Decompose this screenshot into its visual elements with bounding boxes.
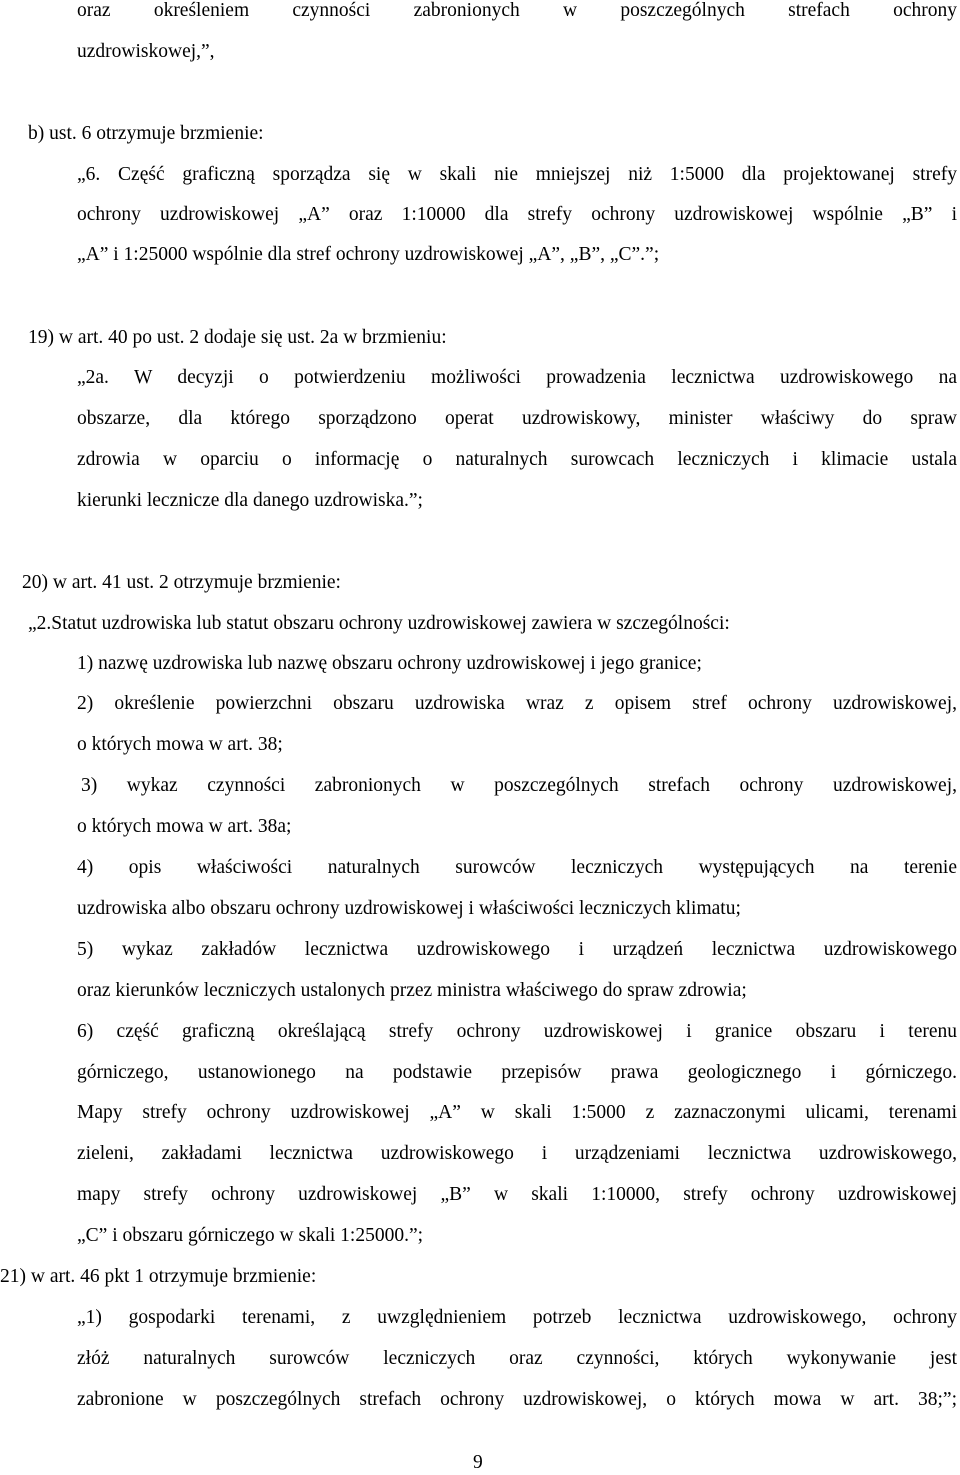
text-line: „A” i 1:25000 wspólnie dla stref ochrony uzdrowiskowej „A”, „B”, „C”.”;: [77, 244, 660, 265]
text-line: „6. Część graficzną sporządza się w skali nie mniejszej niż 1:5000 dla projektowanej strefy: [77, 164, 957, 185]
list-item: 4) opis właściwości naturalnych surowców leczniczych występujących na terenie: [77, 857, 957, 878]
text-line: uzdrowiskowej,”,: [77, 41, 215, 62]
list-item: uzdrowiska albo obszaru ochrony uzdrowiskowej i właściwości leczniczych klimatu;: [77, 898, 741, 919]
list-item: górniczego, ustanowionego na podstawie przepisów prawa geologicznego i górniczego.: [77, 1062, 957, 1083]
list-item: Mapy strefy ochrony uzdrowiskowej „A” w skali 1:5000 z zaznaczonymi ulicami, terenami: [77, 1102, 957, 1123]
list-item: o których mowa w art. 38;: [77, 734, 283, 755]
text-line: obszarze, dla którego sporządzono operat uzdrowiskowy, minister właściwy do spraw: [77, 408, 957, 429]
text-line: kierunki lecznicze dla danego uzdrowiska.”;: [77, 490, 423, 511]
text-line: zdrowia w oparciu o informację o naturalnych surowcach leczniczych i klimacie ustala: [77, 449, 957, 470]
list-item: 5) wykaz zakładów lecznictwa uzdrowiskowego i urządzeń lecznictwa uzdrowiskowego: [77, 939, 957, 960]
list-item: „C” i obszaru górniczego w skali 1:25000.”;: [77, 1225, 424, 1246]
list-item: oraz kierunków leczniczych ustalonych przez ministra właściwego do spraw zdrowia;: [77, 980, 747, 1001]
list-item: o których mowa w art. 38a;: [77, 816, 292, 837]
list-item: 2) określenie powierzchni obszaru uzdrowiska wraz z opisem stref ochrony uzdrowiskowej,: [77, 693, 957, 714]
text-line: złóż naturalnych surowców leczniczych oraz czynności, których wykonywanie jest: [77, 1348, 957, 1369]
list-item: zieleni, zakładami lecznictwa uzdrowiskowego i urządzeniami lecznictwa uzdrowiskowego,: [77, 1143, 957, 1164]
text-line: ochrony uzdrowiskowej „A” oraz 1:10000 dla strefy ochrony uzdrowiskowej wspólnie „B” i: [77, 204, 957, 225]
text-line: „2.Statut uzdrowiska lub statut obszaru ochrony uzdrowiskowej zawiera w szczególności:: [28, 613, 730, 634]
list-item: mapy strefy ochrony uzdrowiskowej „B” w skali 1:10000, strefy ochrony uzdrowiskowej: [77, 1184, 957, 1205]
page-number: 9: [473, 1452, 483, 1473]
text-line: „1) gospodarki terenami, z uwzględnieniem potrzeb lecznictwa uzdrowiskowego, ochrony: [77, 1307, 957, 1328]
text-line: oraz określeniem czynności zabronionych w poszczególnych strefach ochrony: [77, 0, 957, 21]
text-line: „2a. W decyzji o potwierdzeniu możliwości prowadzenia lecznictwa uzdrowiskowego na: [77, 367, 957, 388]
section-heading: 20) w art. 41 ust. 2 otrzymuje brzmienie:: [22, 572, 341, 593]
section-heading: b) ust. 6 otrzymuje brzmienie:: [28, 123, 264, 144]
list-item: 3) wykaz czynności zabronionych w poszczególnych strefach ochrony uzdrowiskowej,: [81, 775, 957, 796]
list-item: 6) część graficzną określającą strefy ochrony uzdrowiskowej i granice obszaru i terenu: [77, 1021, 957, 1042]
section-heading: 19) w art. 40 po ust. 2 dodaje się ust. 2a w brzmieniu:: [28, 327, 447, 348]
section-heading: 21) w art. 46 pkt 1 otrzymuje brzmienie:: [0, 1266, 317, 1287]
text-line: zabronione w poszczególnych strefach ochrony uzdrowiskowej, o których mowa w art. 38;”;: [77, 1389, 957, 1410]
list-item: 1) nazwę uzdrowiska lub nazwę obszaru ochrony uzdrowiskowej i jego granice;: [77, 653, 702, 674]
